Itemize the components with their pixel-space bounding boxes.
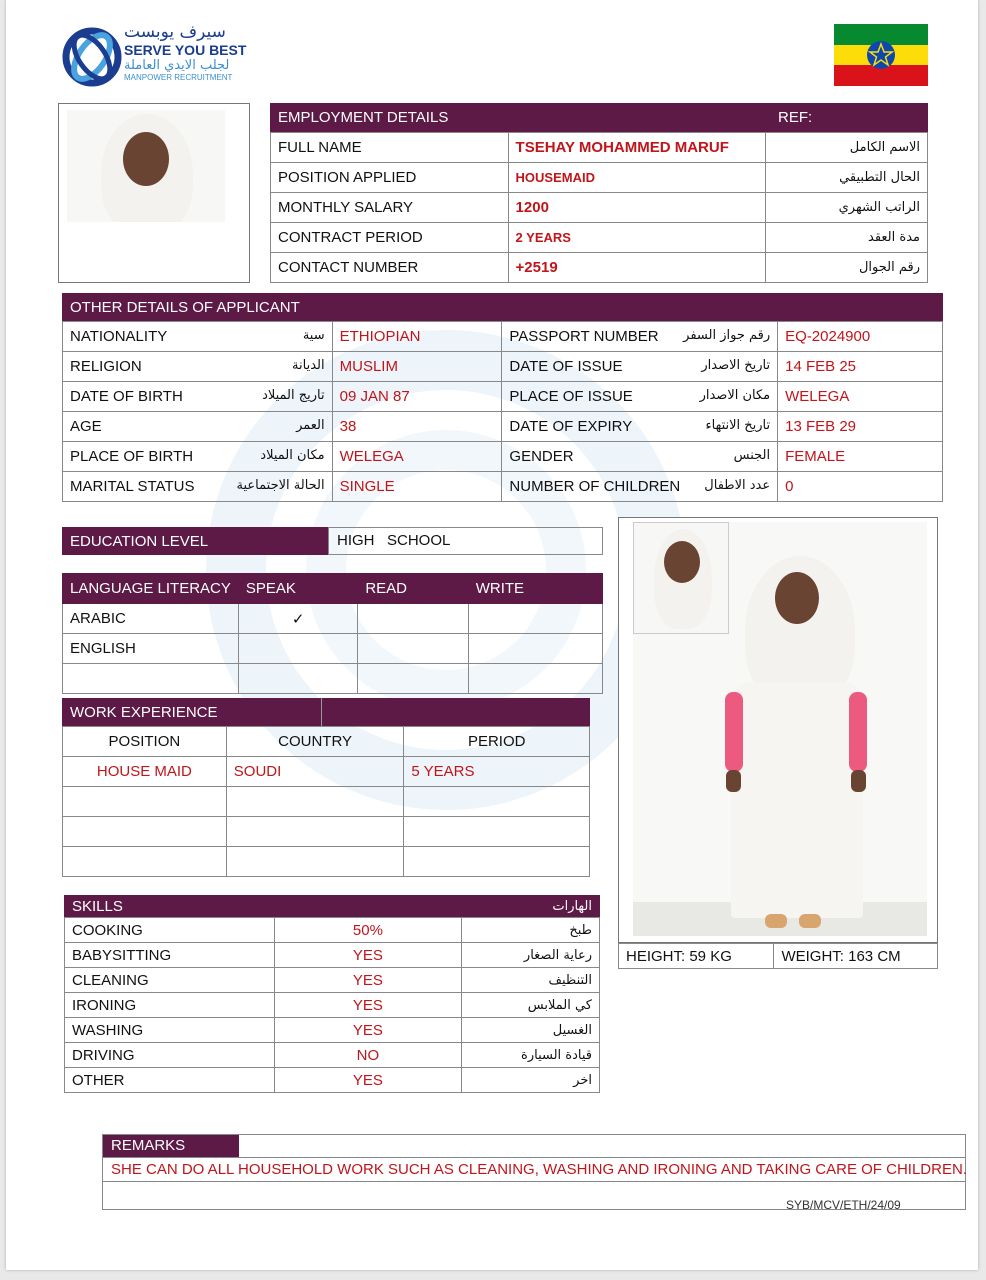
table-row: [65, 1068, 600, 1093]
contract-period-label: CONTRACT PERIOD: [271, 223, 509, 253]
table-row: [65, 993, 600, 1018]
date-of-expiry-value: 13 FEB 29: [778, 412, 943, 442]
language-english: ENGLISH: [63, 634, 239, 664]
contact-number-label: CONTACT NUMBER: [271, 253, 509, 283]
contract-period-value: 2 YEARS: [508, 223, 766, 253]
table-row: [63, 382, 943, 412]
skills-table: [64, 917, 600, 1093]
table-row: [65, 1043, 600, 1068]
skill-driving-label: DRIVING: [65, 1043, 275, 1068]
table-row: [63, 352, 943, 382]
position-header: POSITION: [63, 727, 227, 757]
table-row: [63, 472, 943, 502]
work-experience-header: [62, 698, 590, 726]
marital-status-cell: MARITAL STATUS الحالة الاجتماعية: [63, 472, 333, 502]
gender-cell: GENDER الجنس: [502, 442, 778, 472]
remarks-title: REMARKS: [103, 1135, 239, 1157]
passport-number-cell: PASSPORT NUMBER رقم جواز السفر: [502, 322, 778, 352]
number-of-children-value: 0: [778, 472, 943, 502]
table-row: [63, 322, 943, 352]
document-code: SYB/MCV/ETH/24/09: [786, 1198, 901, 1212]
read-header: READ: [358, 574, 468, 604]
place-of-birth-cell: PLACE OF BIRTH مكان الميلاد: [63, 442, 333, 472]
marital-status-value: SINGLE: [332, 472, 502, 502]
date-of-birth-value: 09 JAN 87: [332, 382, 502, 412]
skill-washing-ar: الغسيل: [462, 1018, 600, 1043]
passport-number-value: EQ-2024900: [778, 322, 943, 352]
table-row: [65, 943, 600, 968]
skill-other-ar: اخر: [462, 1068, 600, 1093]
ethiopia-flag-icon: [834, 24, 928, 86]
employment-title: EMPLOYMENT DETAILS: [278, 109, 449, 126]
cv-sheet: [6, 0, 978, 1270]
number-of-children-cell: NUMBER OF CHILDREN عدد الاطفال: [502, 472, 778, 502]
language-literacy-header: LANGUAGE LITERACY: [63, 574, 239, 604]
monthly-salary-label: MONTHLY SALARY: [271, 193, 509, 223]
skill-driving-value: NO: [274, 1043, 462, 1068]
date-of-issue-cell: DATE OF ISSUE تاريخ الاصدار: [502, 352, 778, 382]
table-row: [63, 817, 590, 847]
skill-cooking-ar: طبخ: [462, 918, 600, 943]
place-of-issue-value: WELEGA: [778, 382, 943, 412]
english-write: [468, 634, 602, 664]
skill-ironing-value: YES: [274, 993, 462, 1018]
table-row: [65, 968, 600, 993]
full-name-value: TSEHAY MOHAMMED MARUF: [508, 133, 766, 163]
skill-cleaning-ar: التنظيف: [462, 968, 600, 993]
logo-text: [124, 22, 254, 82]
height-value: HEIGHT: 59 KG: [619, 944, 774, 969]
age-cell: AGE العمر: [63, 412, 333, 442]
education-value: HIGH SCHOOL: [328, 527, 603, 555]
date-of-issue-value: 14 FEB 25: [778, 352, 943, 382]
logo-mark-icon: [62, 24, 122, 90]
speak-header: SPEAK: [238, 574, 357, 604]
table-row: [63, 604, 603, 634]
language-header-row: [63, 574, 603, 604]
arabic-read: [358, 604, 468, 634]
work-period-value: 5 YEARS: [404, 757, 590, 787]
skills-title: SKILLS: [72, 897, 123, 915]
skill-ironing-ar: كي الملابس: [462, 993, 600, 1018]
skill-washing-label: WASHING: [65, 1018, 275, 1043]
employment-table: [270, 132, 928, 283]
position-applied-label: POSITION APPLIED: [271, 163, 509, 193]
full-body-photo: [618, 517, 938, 943]
table-row: [63, 412, 943, 442]
logo-arabic-name: سيرف يوبست: [124, 22, 226, 42]
english-read: [358, 634, 468, 664]
country-header: COUNTRY: [226, 727, 404, 757]
employment-header: [270, 103, 928, 132]
other-details-header: [62, 293, 943, 321]
skills-header: [64, 895, 600, 917]
skill-other-label: OTHER: [65, 1068, 275, 1093]
ref-label: REF:: [778, 109, 813, 126]
position-applied-ar: الحال التطبيقي: [766, 163, 928, 193]
monthly-salary-ar: الراتب الشهري: [766, 193, 928, 223]
skill-babysitting-ar: رعاية الصغار: [462, 943, 600, 968]
position-applied-value: HOUSEMAID: [508, 163, 766, 193]
skill-washing-value: YES: [274, 1018, 462, 1043]
other-details-title: OTHER DETAILS OF APPLICANT: [70, 298, 300, 316]
work-country-value: SOUDI: [226, 757, 404, 787]
table-row: [63, 664, 603, 694]
age-value: 38: [332, 412, 502, 442]
table-row: [63, 442, 943, 472]
logo-arabic-tagline: لجلب الايدي العاملة: [124, 58, 230, 73]
english-speak: [238, 634, 357, 664]
table-row: [271, 133, 928, 163]
weight-value: WEIGHT: 163 CM: [774, 944, 938, 969]
table-row: [65, 918, 600, 943]
monthly-salary-value: 1200: [508, 193, 766, 223]
skill-driving-ar: قيادة السيارة: [462, 1043, 600, 1068]
applicant-photo-small: [67, 110, 225, 222]
skill-cooking-label: COOKING: [65, 918, 275, 943]
work-header-row: [63, 727, 590, 757]
contact-number-value: +2519: [508, 253, 766, 283]
applicant-photo-full: [633, 522, 927, 936]
skill-ironing-label: IRONING: [65, 993, 275, 1018]
skill-cooking-value: 50%: [274, 918, 462, 943]
language-arabic: ARABIC: [63, 604, 239, 634]
logo-english-name: SERVE YOU BEST: [124, 42, 247, 58]
education-label: EDUCATION LEVEL: [62, 527, 328, 555]
skill-cleaning-value: YES: [274, 968, 462, 993]
religion-value: MUSLIM: [332, 352, 502, 382]
table-row: [271, 163, 928, 193]
table-row: [271, 223, 928, 253]
skill-babysitting-value: YES: [274, 943, 462, 968]
contract-period-ar: مدة العقد: [766, 223, 928, 253]
table-row: [63, 757, 590, 787]
period-header: PERIOD: [404, 727, 590, 757]
remarks-text: SHE CAN DO ALL HOUSEHOLD WORK SUCH AS CLEANING, WASHING AND IRONING AND TAKING CARE OF CHILDREN.: [103, 1157, 965, 1182]
gender-value: FEMALE: [778, 442, 943, 472]
table-row: [63, 847, 590, 877]
language-table: [62, 573, 603, 694]
date-of-expiry-cell: DATE OF EXPIRY تاريخ الانتهاء: [502, 412, 778, 442]
skill-babysitting-label: BABYSITTING: [65, 943, 275, 968]
table-row: [65, 1018, 600, 1043]
full-name-label: FULL NAME: [271, 133, 509, 163]
table-row: [271, 193, 928, 223]
passport-photo: [58, 103, 250, 283]
arabic-speak-check: ✓: [238, 604, 357, 634]
logo-english-tagline: MANPOWER RECRUITMENT: [124, 73, 233, 82]
arabic-write: [468, 604, 602, 634]
skill-other-value: YES: [274, 1068, 462, 1093]
nationality-cell: NATIONALITY سية: [63, 322, 333, 352]
table-row: [63, 787, 590, 817]
date-of-birth-cell: DATE OF BIRTH تاريج الميلاد: [63, 382, 333, 412]
contact-number-ar: رقم الجوال: [766, 253, 928, 283]
table-row: [63, 634, 603, 664]
skill-cleaning-label: CLEANING: [65, 968, 275, 993]
work-experience-title: WORK EXPERIENCE: [70, 698, 322, 726]
table-row: [619, 944, 938, 969]
full-name-ar: الاسم الكامل: [766, 133, 928, 163]
place-of-issue-cell: PLACE OF ISSUE مكان الاصدار: [502, 382, 778, 412]
place-of-birth-value: WELEGA: [332, 442, 502, 472]
work-position-value: HOUSE MAID: [63, 757, 227, 787]
religion-cell: RELIGION الديانة: [63, 352, 333, 382]
skills-title-ar: الهارات: [552, 898, 592, 914]
measurements-table: [618, 943, 938, 969]
write-header: WRITE: [468, 574, 602, 604]
work-experience-table: [62, 726, 590, 877]
other-details-table: [62, 321, 943, 502]
table-row: [271, 253, 928, 283]
nationality-value: ETHIOPIAN: [332, 322, 502, 352]
applicant-photo-inset: [633, 522, 729, 634]
